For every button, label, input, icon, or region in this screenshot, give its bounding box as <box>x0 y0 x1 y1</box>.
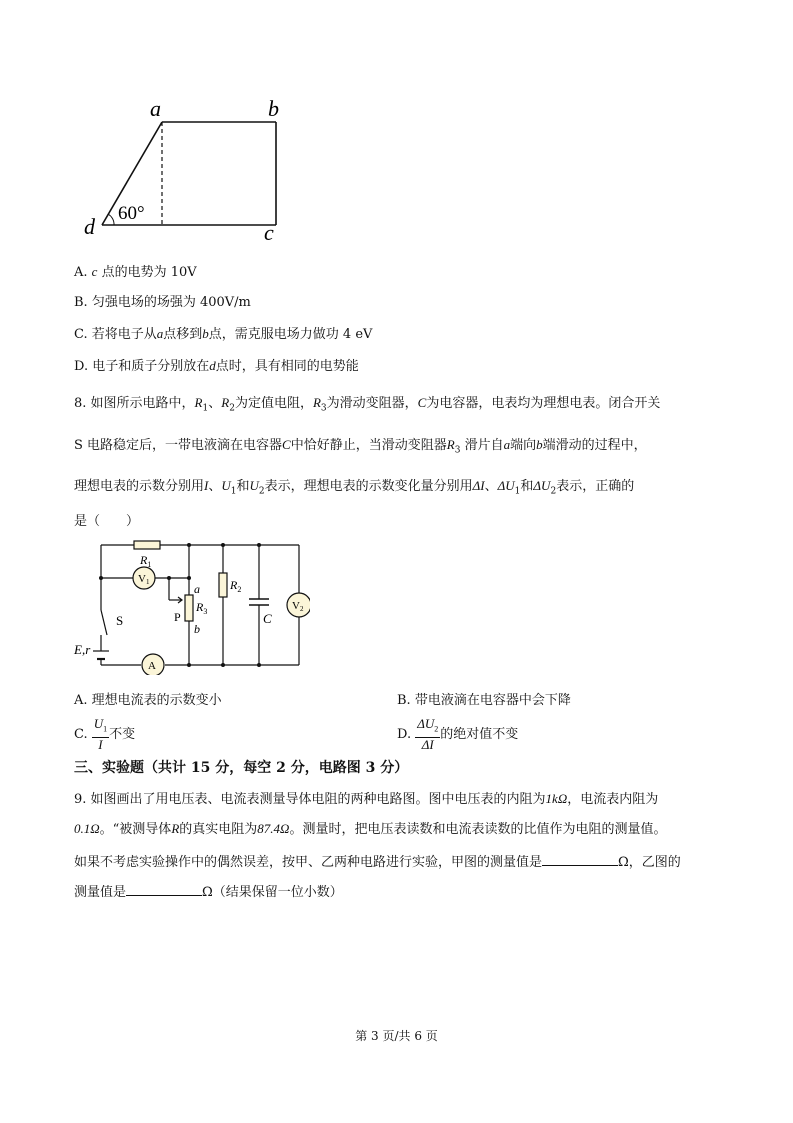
label-r1: $R_1$ <box>140 553 152 569</box>
resistor-r2 <box>219 573 227 597</box>
circuit-diagram <box>70 535 310 675</box>
label-r3: $R_3$ <box>196 600 208 616</box>
q8-stem-line2: S 电路稳定后，一带电液滴在电容器C中恰好静止，当滑动变阻器$R_3$ 滑片自a端向b端滑动的过程中， <box>74 437 647 456</box>
label-c: C <box>263 611 272 626</box>
q8-stem-line3: 理想电表的示数分别用I、$U_1$和$U_2$表示，理想电表的示数变化量分别用ΔI、$\Delta U_1$和$\Delta U_2$表示，正确的 <box>74 478 635 497</box>
label-b-end: b <box>194 622 200 636</box>
angle-label: 60° <box>118 203 145 224</box>
q8-option-c: C. $\frac{U_1}{I}$ 不变 <box>74 716 136 752</box>
label-a-end: a <box>194 582 200 596</box>
q7-option-d: D. 电子和质子分别放在d点时，具有相同的电势能 <box>74 358 359 374</box>
q8-option-b: B. 带电液滴在电容器中会下降 <box>397 693 571 708</box>
point-label-d: d <box>84 214 95 239</box>
label-s: S <box>116 613 124 628</box>
rheostat-r3 <box>185 595 193 621</box>
q8-option-a: A. 理想电流表的示数变小 <box>74 693 222 708</box>
trapezoid-figure <box>80 92 290 242</box>
label-v1: V1 <box>138 573 150 586</box>
q7-option-c: C. 若将电子从a点移到b点，需克服电场力做功 4 eV <box>74 326 373 342</box>
answer-blank-1[interactable] <box>542 851 618 866</box>
answer-blank-2[interactable] <box>126 881 202 896</box>
q8-stem-line1: 8. 如图所示电路中，$R_1$、$R_2$为定值电阻，$R_3$为滑动变阻器，C为电容器，电表均为理想电表。闭合开关 <box>74 395 661 414</box>
point-label-a: a <box>150 96 161 121</box>
label-p: P <box>174 610 181 624</box>
q9-line3: 如果不考虑实验操作中的偶然误差，按甲、乙两种电路进行实验，甲图的测量值是 Ω，乙图的 <box>74 851 681 872</box>
label-v2: V2 <box>292 600 304 613</box>
fraction-du2-over-di: $\frac{\Delta U_2}{\Delta I}$ <box>417 716 439 752</box>
label-r2: $R_2$ <box>230 578 242 594</box>
q7-option-b: B. 匀强电场的场强为 400V/m <box>74 295 251 310</box>
resistor-r1 <box>134 541 160 549</box>
q8-option-d: D. $\frac{\Delta U_2}{\Delta I}$ 的绝对值不变 <box>397 716 519 752</box>
q9-line1: 9. 如图画出了用电压表、电流表测量导体电阻的两种电路图。图中电压表的内阻为1kΩ，电流表内阻为 <box>74 791 659 807</box>
label-er: E,r <box>74 642 91 657</box>
page-footer: 第 3 页/共 6 页 <box>355 1029 438 1043</box>
point-label-b: b <box>268 96 279 121</box>
q9-line2: 0.1Ω。“被测导体R的真实电阻为87.4Ω。测量时，把电压表读数和电流表读数的比值作为电阻的测量值。 <box>74 821 667 837</box>
section-title-experiment: 三、实验题（共计 15 分，每空 2 分，电路图 3 分） <box>74 760 409 776</box>
q7-option-a: A. c 点的电势为 10V <box>74 264 197 280</box>
fraction-u1-over-i: $\frac{U_1}{I}$ <box>93 716 108 752</box>
point-label-c: c <box>264 220 274 242</box>
q8-stem-line4: 是（ ） <box>74 514 140 529</box>
q9-line4: 测量值是 Ω（结果保留一位小数） <box>74 881 343 902</box>
label-ammeter: A <box>148 660 156 672</box>
